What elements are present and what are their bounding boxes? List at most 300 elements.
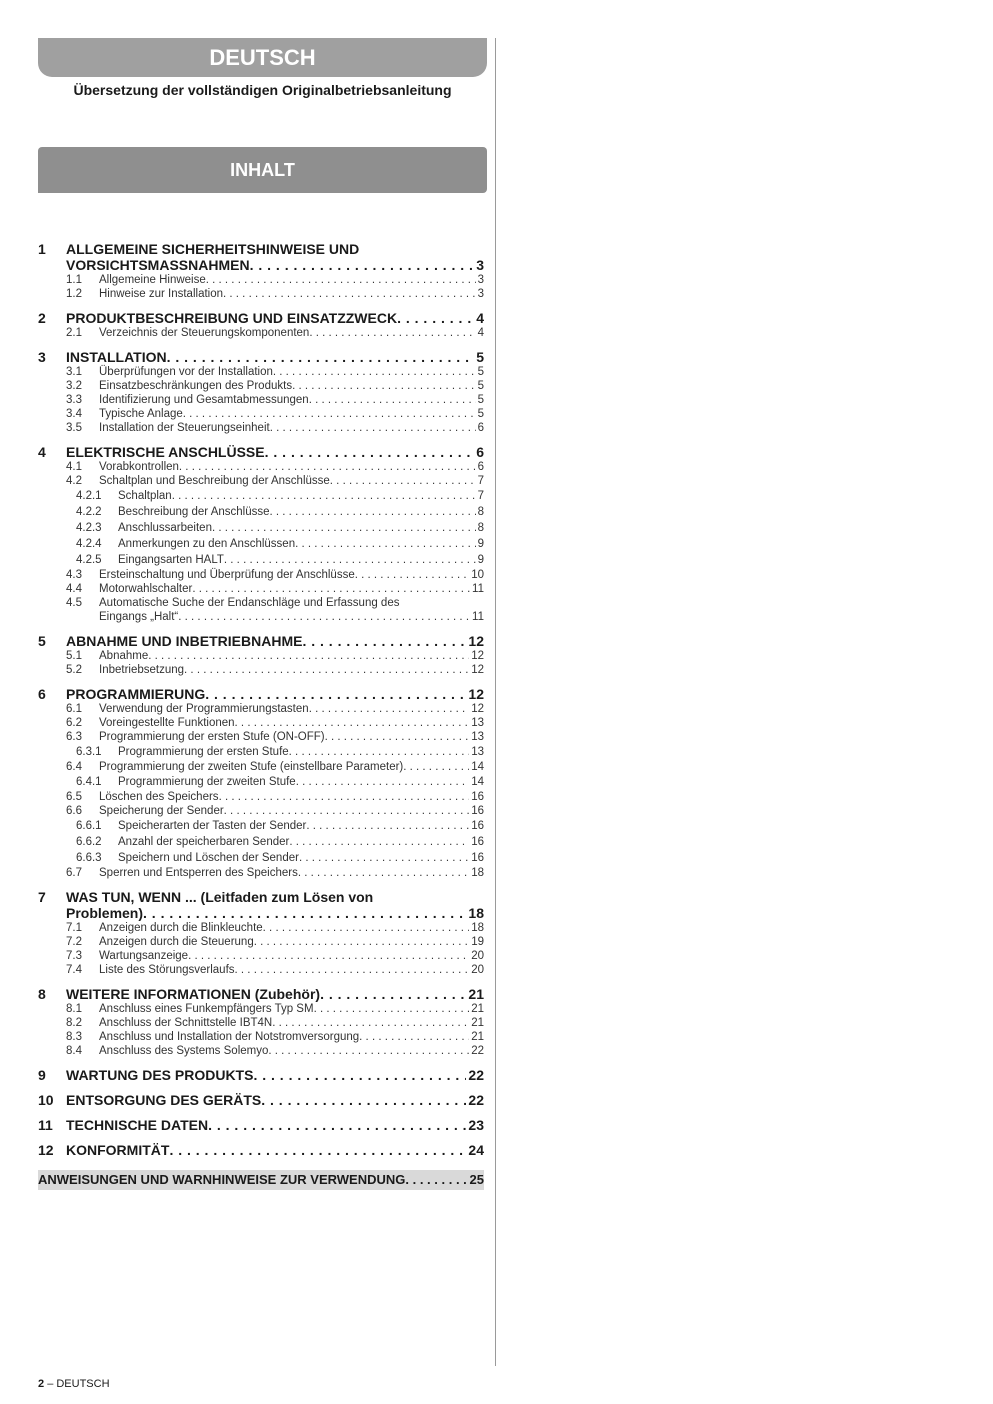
- toc-entry[interactable]: [38, 552, 484, 568]
- toc-entry[interactable]: [38, 365, 484, 379]
- toc-entry-line: [99, 379, 484, 393]
- toc-entry-page: 24: [468, 1142, 484, 1158]
- toc-entry-number: 12: [38, 1142, 54, 1158]
- toc-entry-number: 4.2: [66, 475, 82, 487]
- toc-entry-page: 4: [476, 310, 484, 326]
- contents-title: INHALT: [230, 159, 295, 180]
- toc-entry-line: [118, 488, 484, 504]
- toc-entry[interactable]: [38, 273, 484, 287]
- toc-entry-number: 6.6: [66, 805, 82, 817]
- toc-entry-page: 25: [469, 1172, 484, 1187]
- toc-entry-page: 12: [468, 633, 484, 649]
- toc-leader-dots: [167, 349, 475, 365]
- toc-entry[interactable]: [38, 921, 484, 935]
- toc-entry-title: Anzeigen durch die Steuerung: [99, 936, 254, 948]
- toc-entry-page: 5: [477, 408, 484, 420]
- toc-entry-title: Abnahme: [99, 650, 149, 662]
- toc-entry-title: Verwendung der Programmierungstasten: [99, 703, 309, 715]
- toc-entry-title: INSTALLATION: [66, 349, 167, 365]
- language-banner: [38, 38, 487, 77]
- toc-entry-page: 16: [471, 805, 484, 817]
- toc-leader-dots: [235, 963, 470, 977]
- toc-entry-line: [118, 520, 484, 536]
- toc-entry-number: 4: [38, 444, 46, 460]
- column-divider: [495, 38, 496, 1366]
- toc-entry-title: ENTSORGUNG DES GERÄTS: [66, 1092, 262, 1108]
- toc-entry[interactable]: [38, 866, 484, 880]
- toc-entry-page: 8: [477, 522, 484, 534]
- toc-entry-title: Schaltplan und Beschreibung der Anschlüsse: [99, 475, 330, 487]
- toc-entry-line: [99, 790, 484, 804]
- toc-entry-page: 12: [471, 650, 484, 662]
- toc-entry-number: 4.4: [66, 583, 82, 595]
- toc-entry-page: 6: [477, 422, 484, 434]
- toc-entry-title: Programmierung der ersten Stufe (ON-OFF): [99, 731, 325, 743]
- toc-entry[interactable]: [38, 460, 484, 474]
- toc-leader-dots: [299, 850, 469, 866]
- toc-entry-title: Verzeichnis der Steuerungskomponenten: [99, 327, 310, 339]
- toc-entry-line: [99, 866, 484, 880]
- toc-entry[interactable]: [38, 536, 484, 552]
- toc-leader-dots: [289, 834, 469, 850]
- toc-entry[interactable]: [38, 760, 484, 774]
- toc-entry-number: 2: [38, 310, 46, 326]
- toc-entry[interactable]: [38, 949, 484, 963]
- toc-entry-number: 7: [38, 889, 46, 905]
- toc-entry-title: Programmierung der ersten Stufe: [118, 746, 289, 758]
- toc-entry-title: Inbetriebsetzung: [99, 664, 185, 676]
- toc-entry-title-continued: Eingangs „Halt“: [99, 611, 179, 623]
- toc-leader-dots: [295, 536, 476, 552]
- toc-entry-page: 12: [471, 664, 484, 676]
- toc-entry-line: [118, 774, 484, 790]
- toc-entry-page: 21: [471, 1003, 484, 1015]
- toc-entry-page: 14: [471, 761, 484, 773]
- toc-leader-dots: [205, 686, 466, 702]
- toc-entry[interactable]: [38, 649, 484, 663]
- toc-entry-number: 7.1: [66, 922, 82, 934]
- toc-entry-line: [99, 421, 484, 435]
- toc-entry[interactable]: [38, 818, 484, 834]
- toc-entry-number: 4.5: [66, 597, 82, 609]
- toc-entry-number: 3.4: [66, 408, 82, 420]
- toc-leader-dots: [265, 444, 475, 460]
- toc-entry-number: 6.2: [66, 717, 82, 729]
- toc-leader-dots: [314, 1002, 470, 1016]
- toc-entry-line: [118, 744, 484, 760]
- toc-leader-dots: [273, 365, 476, 379]
- toc-entry-page: 21: [468, 986, 484, 1002]
- toc-entry-line: [99, 1044, 484, 1058]
- toc-entry[interactable]: [38, 850, 484, 866]
- toc-entry-title: Überprüfungen vor der Installation: [99, 366, 273, 378]
- toc-entry-page: 13: [471, 746, 484, 758]
- toc-entry-number: 4.2.2: [76, 506, 102, 518]
- toc-entry[interactable]: [38, 633, 484, 649]
- toc-entry-line: [66, 349, 484, 365]
- toc-entry[interactable]: [38, 504, 484, 520]
- toc-entry-title-continued: Problemen): [66, 905, 144, 921]
- toc-entry-page: 11: [472, 611, 484, 623]
- toc-entry-page: 5: [477, 366, 484, 378]
- toc-leader-dots: [270, 421, 476, 435]
- toc-entry-number: 9: [38, 1067, 46, 1083]
- toc-entry-page: 3: [477, 274, 484, 286]
- toc-entry-number: 3.3: [66, 394, 82, 406]
- toc-leader-dots: [206, 273, 476, 287]
- toc-entry-number: 6.3: [66, 731, 82, 743]
- toc-entry[interactable]: [38, 310, 484, 326]
- toc-entry[interactable]: [38, 326, 484, 340]
- toc-entry-title: PRODUKTBESCHREIBUNG UND EINSATZZWECK: [66, 310, 398, 326]
- toc-entry-line: [66, 633, 484, 649]
- toc-leader-dots: [355, 568, 469, 582]
- toc-entry-page: 7: [477, 490, 484, 502]
- toc-leader-dots: [330, 474, 476, 488]
- language-title: DEUTSCH: [209, 44, 316, 70]
- toc-entry-line: [99, 716, 484, 730]
- toc-entry-page: 13: [471, 717, 484, 729]
- toc-entry-page: 22: [468, 1067, 484, 1083]
- toc-entry-page: 18: [471, 922, 484, 934]
- toc-entry[interactable]: [38, 1092, 484, 1108]
- toc-leader-dots: [192, 582, 470, 596]
- toc-entry-line: [118, 834, 484, 850]
- toc-entry-number: 1.1: [66, 274, 82, 286]
- toc-leader-dots: [254, 935, 469, 949]
- toc-leader-dots: [359, 1030, 469, 1044]
- toc-entry[interactable]: [38, 568, 484, 582]
- toc-entry-line: [66, 257, 484, 273]
- toc-entry[interactable]: [38, 488, 484, 504]
- toc-leader-dots: [272, 1016, 469, 1030]
- toc-entry-line: [66, 1142, 484, 1158]
- toc-entry-number: 6.4.1: [76, 776, 102, 788]
- toc-entry-line: [99, 663, 484, 677]
- toc-entry-page: 4: [477, 327, 484, 339]
- toc-entry-number: 1: [38, 241, 46, 257]
- toc-leader-dots: [325, 730, 470, 744]
- toc-entry-title: Anschlussarbeiten: [118, 522, 212, 534]
- toc-entry-title: Wartungsanzeige: [99, 950, 189, 962]
- toc-entry[interactable]: [38, 1067, 484, 1083]
- toc-entry-title: Typische Anlage: [99, 408, 183, 420]
- toc-entry-page: 5: [477, 394, 484, 406]
- document-subtitle: Übersetzung der vollständigen Originalbetriebsanleitung: [73, 82, 452, 98]
- toc-entry-title: Beschreibung der Anschlüsse: [118, 506, 270, 518]
- toc-entry-number: 3: [38, 349, 46, 365]
- toc-entry-title: Speicherarten der Tasten der Sender: [118, 820, 307, 832]
- toc-leader-dots: [309, 702, 470, 716]
- toc-entry-line: [99, 273, 484, 287]
- toc-entry-line: [66, 1117, 484, 1133]
- toc-entry-line: [118, 504, 484, 520]
- toc-leader-dots: [235, 716, 470, 730]
- toc-entry-title: Vorabkontrollen: [99, 461, 179, 473]
- toc-entry-line: [99, 393, 484, 407]
- toc-entry-page: 5: [477, 380, 484, 392]
- toc-entry[interactable]: [38, 1117, 484, 1133]
- toc-entry-line: [99, 935, 484, 949]
- toc-entry-title: TECHNISCHE DATEN: [66, 1117, 209, 1133]
- toc-entry-line: [99, 407, 484, 421]
- toc-entry-page: 20: [471, 950, 484, 962]
- toc-entry-title: Allgemeine Hinweise: [99, 274, 206, 286]
- toc-entry-title: Identifizierung und Gesamtabmessungen: [99, 394, 309, 406]
- toc-entry[interactable]: [38, 421, 484, 435]
- toc-entry-line: [99, 610, 484, 624]
- toc-entry[interactable]: [38, 349, 484, 365]
- toc-entry-number: 6.7: [66, 867, 82, 879]
- toc-entry-title: ANWEISUNGEN UND WARNHINWEISE ZUR VERWENDUNG: [38, 1172, 406, 1187]
- toc-entry-line: [66, 1067, 484, 1083]
- toc-entry-number: 4.2.1: [76, 490, 102, 502]
- toc-entry-number: 6.6.3: [76, 852, 102, 864]
- toc-entry-number: 8.1: [66, 1003, 82, 1015]
- toc-entry-line: [66, 986, 484, 1002]
- toc-entry-title: Speichern und Löschen der Sender: [118, 852, 299, 864]
- toc-entry-title: Motorwahlschalter: [99, 583, 193, 595]
- toc-leader-dots: [169, 1142, 466, 1158]
- toc-leader-dots: [309, 326, 475, 340]
- toc-entry-line: [118, 536, 484, 552]
- toc-entry-title: Programmierung der zweiten Stufe: [118, 776, 296, 788]
- toc-entry[interactable]: [38, 834, 484, 850]
- toc-entry-title: Anmerkungen zu den Anschlüssen: [118, 538, 296, 550]
- toc-entry-page: 18: [471, 867, 484, 879]
- toc-entry-line: [99, 365, 484, 379]
- toc-entry[interactable]: [38, 474, 484, 488]
- toc-entry-title: KONFORMITÄT: [66, 1142, 170, 1158]
- toc-entry[interactable]: [38, 986, 484, 1002]
- toc-entry-page: 14: [471, 776, 484, 788]
- toc-entry-line: [66, 1092, 484, 1108]
- toc-entry-line: [99, 326, 484, 340]
- toc-leader-dots: [184, 663, 469, 677]
- toc-entry-title: Anschluss eines Funkempfängers Typ SM: [99, 1003, 314, 1015]
- toc-entry-title: Einsatzbeschränkungen des Produkts: [99, 380, 293, 392]
- toc-entry-line: [66, 444, 484, 460]
- toc-entry[interactable]: [38, 393, 484, 407]
- toc-entry[interactable]: [38, 1142, 484, 1158]
- toc-entry-number: 3.2: [66, 380, 82, 392]
- toc-entry[interactable]: [38, 379, 484, 393]
- toc-entry-title: Anschluss der Schnittstelle IBT4N: [99, 1017, 273, 1029]
- toc-entry-line: [99, 921, 484, 935]
- toc-entry-page: 11: [472, 583, 484, 595]
- toc-entry-title: Anzahl der speicherbaren Sender: [118, 836, 290, 848]
- toc-entry-page: 13: [471, 731, 484, 743]
- toc-entry-title: WEITERE INFORMATIONEN (Zubehör): [66, 986, 321, 1002]
- toc-entry-number: 6.4: [66, 761, 82, 773]
- toc-entry-page: 21: [471, 1017, 484, 1029]
- toc-entry-page: 22: [468, 1092, 484, 1108]
- toc-entry-line: [99, 460, 484, 474]
- toc-entry-number: 2.1: [66, 327, 82, 339]
- toc-entry-page: 7: [477, 475, 484, 487]
- toc-entry-page: 18: [468, 905, 484, 921]
- toc-entry[interactable]: [38, 935, 484, 949]
- toc-entry-title: Sperren und Entsperren des Speichers: [99, 867, 298, 879]
- toc-entry-page: 6: [476, 444, 484, 460]
- toc-entry-title: Installation der Steuerungseinheit: [99, 422, 270, 434]
- toc-entry-line: [99, 287, 484, 301]
- toc-entry-number: 3.1: [66, 366, 82, 378]
- toc-entry[interactable]: [38, 444, 484, 460]
- contents-banner: [38, 147, 487, 193]
- toc-entry-number: 4.3: [66, 569, 82, 581]
- toc-leader-dots: [250, 257, 475, 273]
- toc-entry-title: Schaltplan: [118, 490, 172, 502]
- toc-leader-dots: [172, 488, 476, 504]
- toc-entry-page: 20: [471, 964, 484, 976]
- toc-leader-dots: [302, 633, 466, 649]
- toc-entry-title: Anschluss des Systems Solemyo: [99, 1045, 269, 1057]
- toc-entry-number: 6.5: [66, 791, 82, 803]
- toc-entry-page: 16: [471, 836, 484, 848]
- footer-label: – DEUTSCH: [47, 1378, 110, 1390]
- toc-leader-dots: [253, 1067, 466, 1083]
- toc-entry-line: [99, 582, 484, 596]
- toc-entry-number: 6.6.2: [76, 836, 102, 848]
- toc-entry-line: [99, 949, 484, 963]
- toc-entry-number: 8.4: [66, 1045, 82, 1057]
- toc-entry-number: 3.5: [66, 422, 82, 434]
- toc-entry-page: 16: [471, 852, 484, 864]
- toc-entry-title: PROGRAMMIERUNG: [66, 686, 206, 702]
- toc-entry-page: 3: [476, 257, 484, 273]
- toc-entry-line: [99, 1030, 484, 1044]
- toc-entry[interactable]: [38, 790, 484, 804]
- toc-entry-line: [99, 760, 484, 774]
- toc-entry-title: Eingangsarten HALT: [118, 554, 224, 566]
- toc-entry[interactable]: [38, 889, 484, 921]
- toc-entry-number: 6.1: [66, 703, 82, 715]
- page-footer: [38, 1378, 110, 1390]
- toc-entry-line: [118, 552, 484, 568]
- toc-entry[interactable]: [38, 287, 484, 301]
- toc-entry-number: 4.2.3: [76, 522, 102, 534]
- toc-entry-title: Automatische Suche der Endanschläge und Erfassung des: [99, 597, 400, 609]
- toc-entry-page: 16: [471, 791, 484, 803]
- toc-leader-dots: [223, 287, 476, 301]
- toc-entry-number: 8: [38, 986, 46, 1002]
- toc-entry-line: [38, 1170, 484, 1190]
- toc-entry-number: 7.3: [66, 950, 82, 962]
- toc-leader-dots: [309, 393, 476, 407]
- toc-entry[interactable]: [38, 686, 484, 702]
- toc-leader-dots: [224, 804, 470, 818]
- toc-entry-title: Löschen des Speichers: [99, 791, 219, 803]
- toc-entry-page: 16: [471, 820, 484, 832]
- toc-entry[interactable]: [38, 730, 484, 744]
- toc-entry-number: 4.2.5: [76, 554, 102, 566]
- toc-entry-number: 4.1: [66, 461, 82, 473]
- toc-entry-title: Voreingestellte Funktionen: [99, 717, 235, 729]
- toc-entry-page: 5: [476, 349, 484, 365]
- toc-entry[interactable]: [38, 520, 484, 536]
- toc-entry[interactable]: [38, 1016, 484, 1030]
- toc-entry-number: 6.3.1: [76, 746, 102, 758]
- toc-entry-page: 22: [471, 1045, 484, 1057]
- toc-leader-dots: [261, 1092, 466, 1108]
- toc-leader-dots: [179, 460, 476, 474]
- toc-leader-dots: [143, 905, 466, 921]
- toc-leader-dots: [212, 520, 476, 536]
- toc-entry-line: [66, 905, 484, 921]
- toc-entry[interactable]: [38, 582, 484, 596]
- toc-entry[interactable]: [38, 241, 484, 273]
- toc-entry-number: 11: [38, 1117, 53, 1133]
- toc-leader-dots: [224, 552, 476, 568]
- toc-entry[interactable]: [38, 663, 484, 677]
- toc-entry[interactable]: [38, 804, 484, 818]
- toc-entry[interactable]: [38, 716, 484, 730]
- toc-entry-page: 21: [471, 1031, 484, 1043]
- toc-entry-line: [99, 474, 484, 488]
- toc-entry-line: [99, 804, 484, 818]
- toc-entry[interactable]: [38, 744, 484, 760]
- toc-leader-dots: [268, 1044, 469, 1058]
- toc-entry[interactable]: [38, 1002, 484, 1016]
- toc-entry[interactable]: [38, 774, 484, 790]
- toc-entry[interactable]: [38, 1044, 484, 1058]
- toc-entry-title: WAS TUN, WENN ... (Leitfaden zum Lösen von: [66, 889, 374, 905]
- toc-entry[interactable]: [38, 963, 484, 977]
- toc-entry[interactable]: [38, 407, 484, 421]
- toc-entry-line: [99, 730, 484, 744]
- toc-leader-dots: [208, 1117, 466, 1133]
- toc-leader-dots: [320, 986, 466, 1002]
- toc-leader-dots: [403, 760, 469, 774]
- toc-leader-dots: [405, 1170, 467, 1190]
- toc-entry-line: [118, 850, 484, 866]
- toc-entry-number: 8.3: [66, 1031, 82, 1043]
- toc-entry[interactable]: [38, 702, 484, 716]
- toc-entry-line: [66, 686, 484, 702]
- toc-entry-title: Liste des Störungsverlaufs: [99, 964, 235, 976]
- toc-entry-line: [99, 568, 484, 582]
- toc-leader-dots: [397, 310, 474, 326]
- toc-leader-dots: [148, 649, 469, 663]
- toc-entry-page: 9: [477, 538, 484, 550]
- toc-entry[interactable]: [38, 596, 484, 624]
- toc-entry-number: 6.6.1: [76, 820, 102, 832]
- toc-entry-number: 10: [38, 1092, 54, 1108]
- toc-entry-number: 5.2: [66, 664, 82, 676]
- toc-entry-line: [99, 702, 484, 716]
- toc-entry-page: 8: [477, 506, 484, 518]
- toc-leader-dots: [188, 949, 469, 963]
- toc-entry-title: Anzeigen durch die Blinkleuchte: [99, 922, 263, 934]
- toc-leader-dots: [306, 818, 469, 834]
- toc-entry-page: 10: [471, 569, 484, 581]
- toc-entry-page: 12: [471, 703, 484, 715]
- toc-entry[interactable]: [38, 1030, 484, 1044]
- toc-leader-dots: [219, 790, 470, 804]
- toc-final-entry[interactable]: [38, 1170, 484, 1190]
- toc-entry-title: Ersteinschaltung und Überprüfung der Anschlüsse: [99, 569, 355, 581]
- toc-entry-line: [66, 310, 484, 326]
- toc-entry-title-continued: VORSICHTSMASSNAHMEN: [66, 257, 250, 273]
- toc-entry-number: 7.4: [66, 964, 82, 976]
- toc-entry-line: [99, 1002, 484, 1016]
- toc-entry-number: 5.1: [66, 650, 82, 662]
- toc-entry-number: 1.2: [66, 288, 82, 300]
- toc-entry-title: ABNAHME UND INBETRIEBNAHME: [66, 633, 303, 649]
- toc-entry-number: 6: [38, 686, 46, 702]
- toc-entry-title: ALLGEMEINE SICHERHEITSHINWEISE UND: [66, 241, 360, 257]
